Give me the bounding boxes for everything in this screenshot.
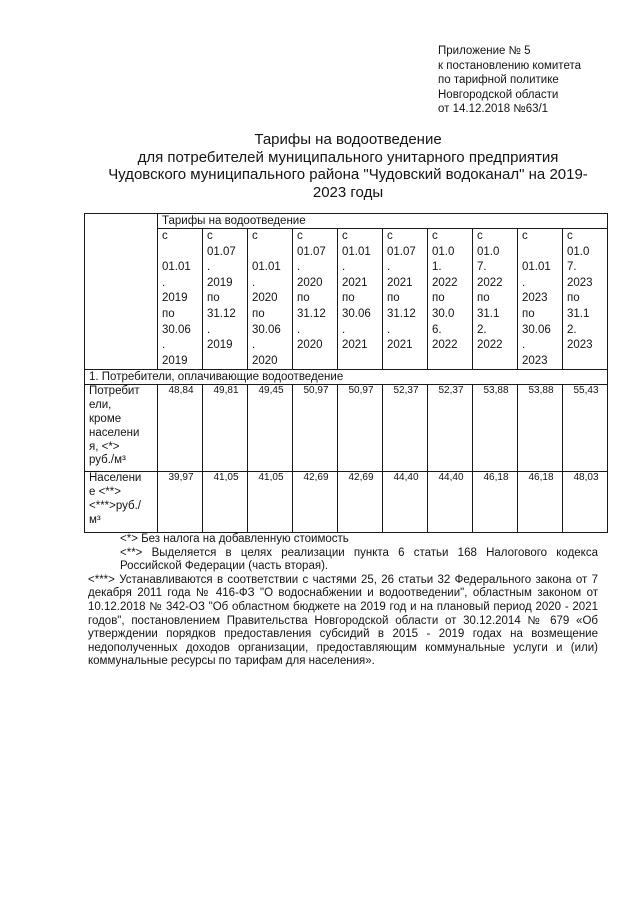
period-line: 31.1	[567, 307, 590, 320]
title-line: Тарифы на водоотведение	[254, 131, 442, 148]
tariff-value: 55,43	[563, 385, 608, 472]
period-line: по	[567, 292, 580, 305]
period-line: 01.01	[252, 261, 281, 274]
tariff-value: 52,37	[383, 385, 428, 472]
appendix-line: по тарифной политике	[438, 74, 559, 87]
period-line: с	[297, 230, 303, 242]
period-line: 31.12	[387, 307, 416, 320]
period-header-cell	[338, 229, 383, 370]
period-line: .	[207, 261, 211, 274]
table-row	[85, 472, 608, 533]
period-line: 2021	[342, 339, 368, 352]
period-line: по	[207, 292, 220, 305]
period-line: .	[297, 261, 301, 274]
period-line: 2021	[387, 339, 413, 352]
footnote-tax-code: <**> Выделяется в целях реализации пункта 6 статьи 168 Налогового кодекса Российской Федерации (часть вторая).	[120, 546, 598, 573]
tariff-value: 50,97	[293, 385, 338, 472]
period-line: 2020	[297, 276, 323, 289]
tariffs-header: Тарифы на водоотведение	[158, 214, 608, 229]
tariff-value: 41,05	[203, 472, 248, 533]
period-line: 2022	[432, 339, 458, 352]
period-line	[522, 245, 560, 261]
period-line: .	[297, 323, 301, 336]
tariff-value: 53,88	[518, 385, 563, 472]
row-label-line: Населени	[89, 472, 142, 485]
period-line: по	[297, 292, 310, 305]
period-line: по	[477, 292, 490, 305]
period-line: 2019	[207, 339, 233, 352]
row-label	[85, 385, 158, 472]
row-label-line: <***>руб./	[89, 499, 141, 512]
period-line: 2022	[432, 276, 458, 289]
row-label-line: м³	[89, 513, 101, 526]
row-label-line: е <**>	[89, 486, 121, 499]
period-line: по	[342, 292, 355, 305]
period-line: .	[342, 323, 346, 336]
tariff-value: 46,18	[473, 472, 518, 533]
appendix-reference	[438, 44, 628, 117]
period-line: 2019	[162, 354, 188, 367]
period-line: по	[252, 307, 265, 320]
group-row	[85, 370, 608, 385]
row-label-line: руб./м³	[89, 454, 126, 467]
period-header-cell	[473, 229, 518, 370]
appendix-line: Новгородской области	[438, 88, 559, 101]
period-line: 01.0	[432, 245, 455, 258]
row-label-line: я, <*>	[89, 440, 120, 453]
period-line: 6.	[432, 323, 442, 336]
period-line: 2023	[567, 276, 593, 289]
corner-cell	[85, 214, 158, 370]
tariff-value: 49,45	[248, 385, 293, 472]
group-label: 1. Потребители, оплачивающие водоотведение	[85, 370, 608, 385]
tariff-value: 42,69	[338, 472, 383, 533]
period-line: 2020	[252, 292, 278, 305]
period-line: .	[252, 339, 256, 352]
period-header-cell	[203, 229, 248, 370]
period-line: 01.01	[342, 245, 371, 258]
period-line: 2.	[477, 323, 487, 336]
period-line: 2020	[297, 339, 323, 352]
period-line: 2022	[477, 276, 503, 289]
title-line: Чудовского муниципального района "Чудовский водоканал" на 2019-	[108, 166, 588, 183]
title-line: для потребителей муниципального унитарного предприятия	[137, 148, 559, 166]
appendix-line: от 14.12.2018 №63/1	[438, 103, 549, 116]
tariff-value: 48,03	[563, 472, 608, 533]
tariff-value: 50,97	[338, 385, 383, 472]
period-line: с	[387, 230, 393, 242]
period-line: 2020	[252, 354, 278, 367]
period-line	[252, 245, 290, 261]
period-line: с	[567, 230, 573, 242]
period-line: .	[342, 261, 346, 274]
period-line: 2023	[522, 354, 548, 367]
period-line: 2023	[567, 339, 593, 352]
tariff-value: 44,40	[383, 472, 428, 533]
period-line: 30.06	[342, 307, 371, 320]
period-line: 01.07	[297, 245, 326, 258]
period-line: с	[432, 230, 438, 242]
period-line: 31.1	[477, 307, 500, 320]
period-header-cell	[158, 229, 203, 370]
title-line: 2023 годы	[312, 183, 384, 201]
period-line: 01.0	[477, 245, 500, 258]
period-line: с	[522, 230, 528, 242]
footnote-federal-law: <***> Устанавливаются в соответствии с частями 25, 26 статьи 32 Федерального закона от 7 декабря 2011 года № 416-ФЗ "О водоснабжении и водоотведении", областным законом от 10.12.2018 № 342-ОЗ "Об областном бюджете на 2019 год и на плановый период 2020 - 2021 годов", постановлением Правительства Новгородской области от 30.12.2014 № 679 «Об утверждении порядков предоставления субсидий в 2015 - 2019 годах на возмещение недополученных доходов организации, предоставляющим коммунальные услуги и (или) коммунальные ресурсы по тарифам для населения».	[88, 573, 598, 668]
period-line: 7.	[477, 261, 487, 274]
period-line: .	[522, 339, 526, 352]
period-line: 01.0	[567, 245, 590, 258]
row-label-line: ели,	[89, 399, 112, 412]
tariff-value: 48,84	[158, 385, 203, 472]
period-line: по	[522, 307, 535, 320]
tariff-value: 39,97	[158, 472, 203, 533]
period-line: по	[162, 307, 175, 320]
period-line: .	[207, 323, 211, 336]
footnote-vat: <*> Без налога на добавленную стоимость	[120, 533, 349, 545]
period-line: .	[522, 276, 526, 289]
table-header-row	[85, 214, 608, 229]
period-line: 2019	[207, 276, 233, 289]
period-line: 2019	[162, 292, 188, 305]
period-line: 30.06	[162, 323, 191, 336]
period-line: 7.	[567, 261, 577, 274]
tariff-value: 44,40	[428, 472, 473, 533]
row-label-line: кроме	[89, 412, 122, 425]
table-row	[85, 385, 608, 472]
row-label-line: Потребит	[89, 385, 140, 398]
period-header-cell	[293, 229, 338, 370]
period-line: 31.12	[207, 307, 236, 320]
period-line: 30.0	[432, 307, 455, 320]
period-line: 01.07	[207, 245, 236, 258]
period-line: 01.01	[162, 261, 191, 274]
period-header-cell	[248, 229, 293, 370]
period-line: с	[342, 230, 348, 242]
appendix-line: Приложение № 5	[438, 45, 531, 57]
period-line: 2.	[567, 323, 577, 336]
period-header-cell	[563, 229, 608, 370]
tariff-value: 46,18	[518, 472, 563, 533]
period-line: .	[387, 323, 391, 336]
tariff-table	[84, 213, 608, 533]
tariff-value: 49,81	[203, 385, 248, 472]
period-line: по	[432, 292, 445, 305]
period-line: 30.06	[252, 323, 281, 336]
period-line: .	[162, 276, 166, 289]
period-header-cell	[518, 229, 563, 370]
period-line: с	[477, 230, 483, 242]
period-line: .	[387, 261, 391, 274]
tariff-value: 42,69	[293, 472, 338, 533]
period-line: 30.06	[522, 323, 551, 336]
period-line: 1.	[432, 261, 442, 274]
document-title	[88, 131, 608, 201]
period-line: по	[387, 292, 400, 305]
tariff-value: 41,05	[248, 472, 293, 533]
row-label-line: населени	[89, 426, 140, 439]
row-label	[85, 472, 158, 533]
period-line: .	[162, 339, 166, 352]
period-line: 2023	[522, 292, 548, 305]
footnotes	[88, 533, 598, 669]
period-line: с	[207, 230, 213, 242]
tariff-value: 53,88	[473, 385, 518, 472]
period-line: 01.01	[522, 261, 551, 274]
period-line: 01.07	[387, 245, 416, 258]
period-line: 2021	[387, 276, 413, 289]
period-line: 31.12	[297, 307, 326, 320]
period-line: 2022	[477, 339, 503, 352]
period-line: с	[162, 230, 168, 242]
period-line: .	[252, 276, 256, 289]
period-line	[162, 245, 200, 261]
periods-row	[85, 229, 608, 370]
tariff-value: 52,37	[428, 385, 473, 472]
period-line: с	[252, 230, 258, 242]
appendix-line: к постановлению комитета	[438, 59, 581, 72]
period-line: 2021	[342, 276, 368, 289]
period-header-cell	[428, 229, 473, 370]
period-header-cell	[383, 229, 428, 370]
